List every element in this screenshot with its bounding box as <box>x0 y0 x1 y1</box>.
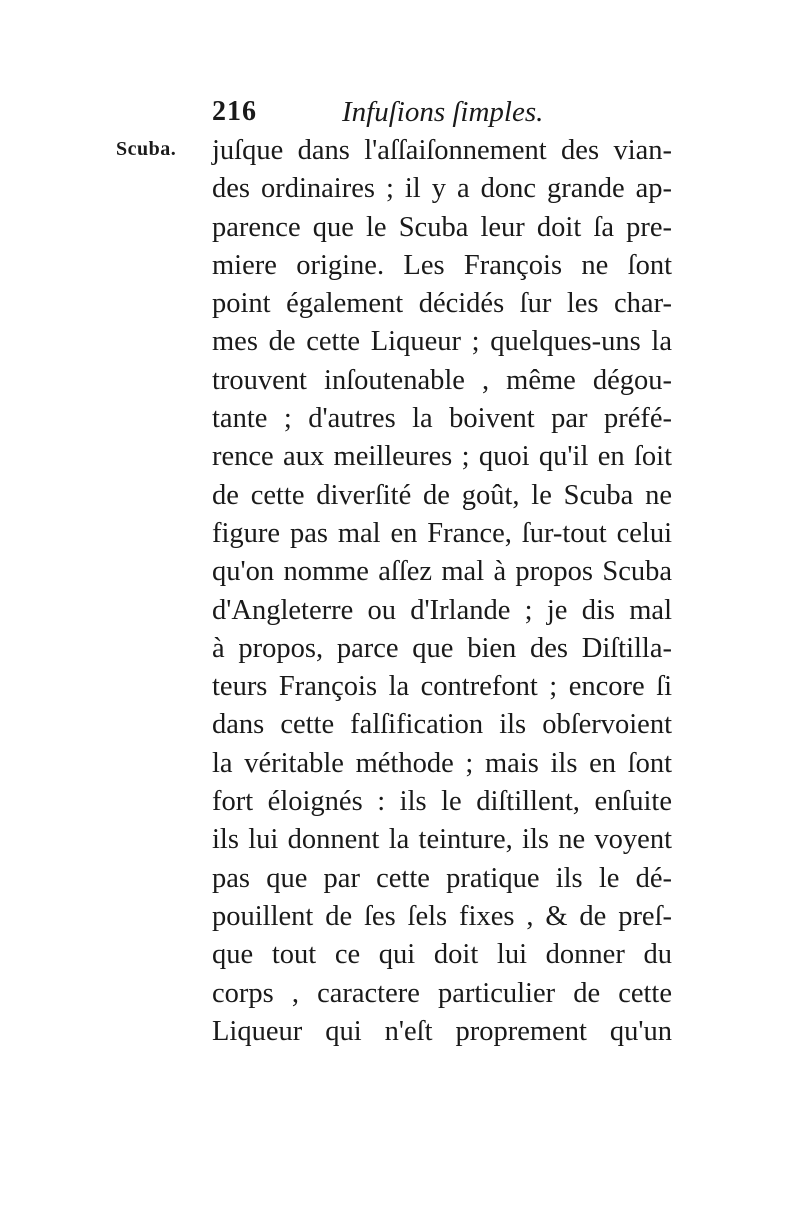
text-line: mes de cette Liqueur ; quelques-uns la <box>212 326 672 358</box>
text-line: Liqueur qui n'eſt proprement qu'un <box>212 1015 672 1047</box>
text-line: des ordinaires ; il y a donc grande ap- <box>212 173 672 205</box>
text-line: figure pas mal en France, ſur-tout celui <box>212 517 672 549</box>
text-line: juſque dans l'aſſaiſonnement des vian- <box>212 135 672 166</box>
text-line: que tout ce qui doit lui donner du <box>212 939 672 971</box>
text-line: rence aux meilleures ; quoi qu'il en ſoit <box>212 441 672 473</box>
text-line: corps , caractere particulier de cette <box>212 977 672 1009</box>
text-line: pas que par cette pratique ils le dé- <box>212 862 672 894</box>
text-line: ils lui donnent la teinture, ils ne voyent <box>212 824 672 856</box>
text-line: teurs François la contrefont ; encore ſi <box>212 671 672 703</box>
page-header <box>212 96 672 136</box>
margin-note: Scuba. <box>116 138 177 160</box>
running-title: Infuſions ſimples. <box>342 96 544 128</box>
text-line: tante ; d'autres la boivent par préfé- <box>212 403 672 435</box>
body-text <box>212 132 672 1051</box>
text-line: de cette diverſité de goût, le Scuba ne <box>212 479 672 511</box>
text-line: parence que le Scuba leur doit ſa pre- <box>212 211 672 243</box>
page-number: 216 <box>212 96 257 127</box>
text-line: la véritable méthode ; mais ils en ſont <box>212 747 672 779</box>
text-line: dans cette falſification ils obſervoient <box>212 709 672 741</box>
text-line: à propos, parce que bien des Diſtilla- <box>212 632 672 664</box>
text-line: point également décidés ſur les char- <box>212 288 672 320</box>
text-line: trouvent inſoutenable , même dégou- <box>212 364 672 396</box>
text-line: d'Angleterre ou d'Irlande ; je dis mal <box>212 594 672 626</box>
text-line: miere origine. Les François ne ſont <box>212 249 672 281</box>
text-line: pouillent de ſes ſels fixes , & de preſ- <box>212 900 672 932</box>
text-line: fort éloignés : ils le diſtillent, enſuite <box>212 786 672 818</box>
text-line: qu'on nomme aſſez mal à propos Scuba <box>212 556 672 588</box>
